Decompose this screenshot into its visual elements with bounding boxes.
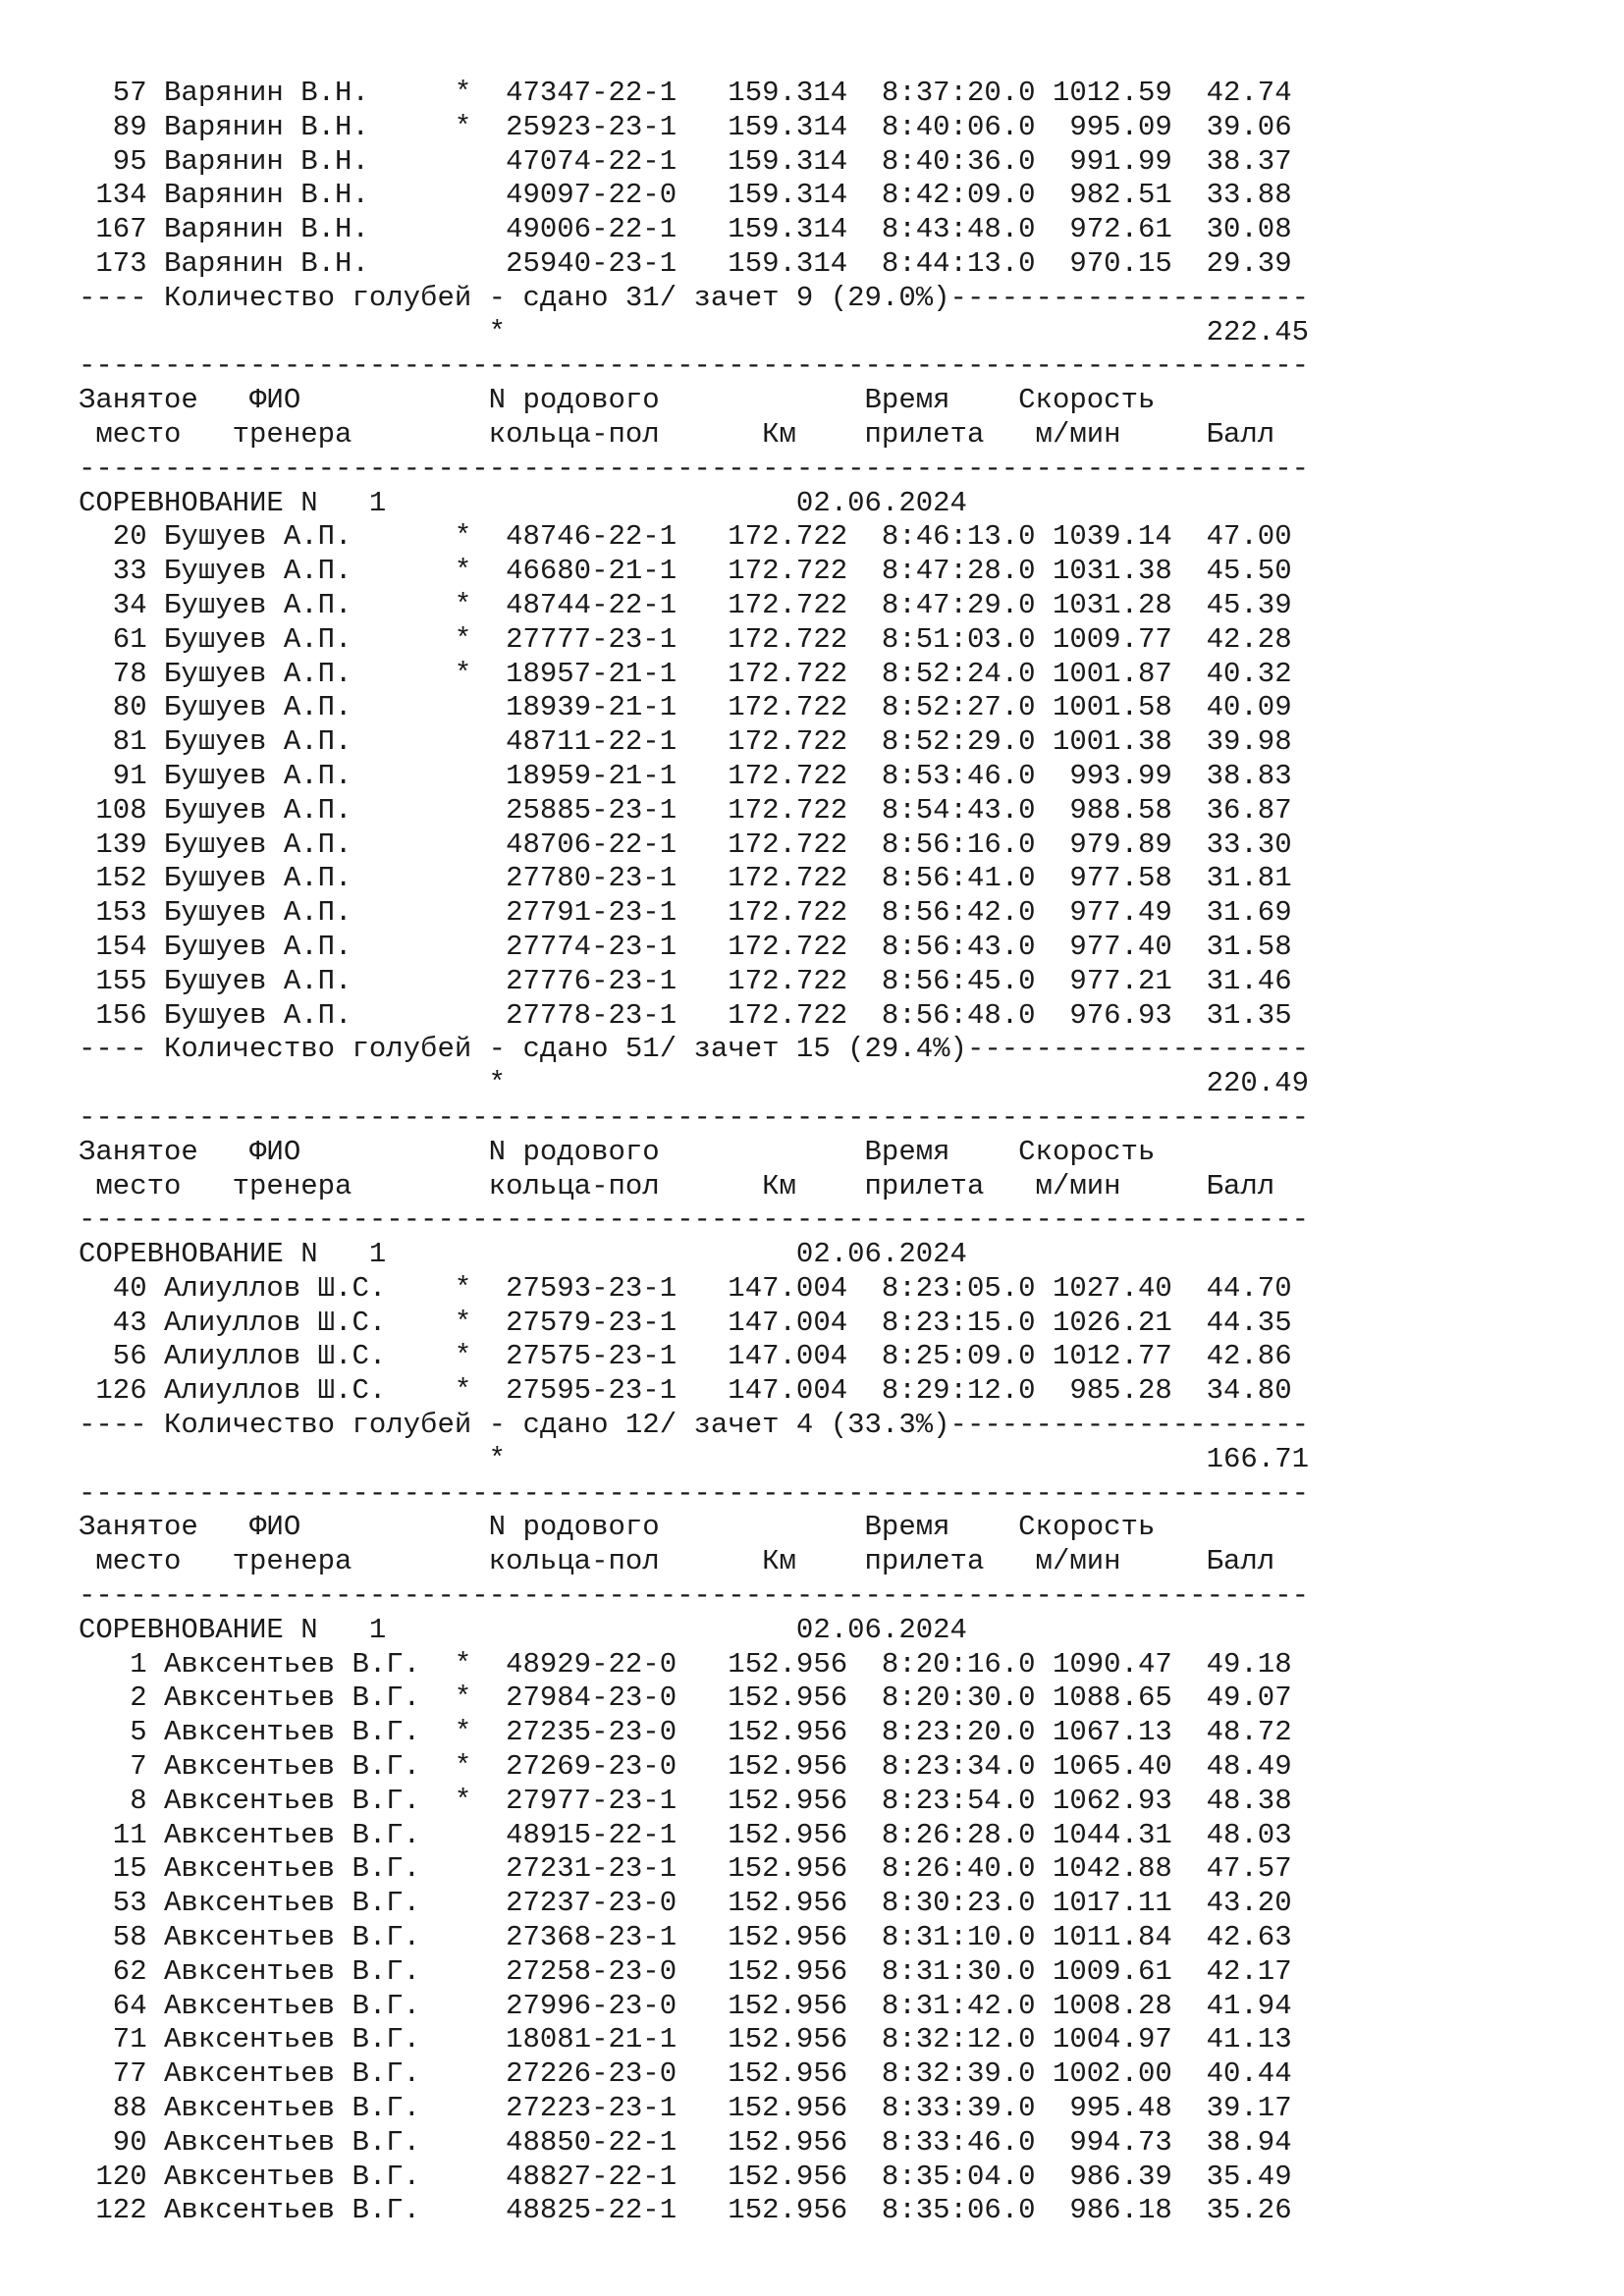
competition-header: СОРЕВНОВАНИЕ N 1 02.06.2024 xyxy=(79,1613,967,1646)
column-header-line: Занятое ФИО N родового Время Скорость xyxy=(79,1511,1156,1544)
result-row: 80 Бушуев А.П. 18939-21-1 172.722 8:52:27.0 1001.58 40.09 xyxy=(79,691,1292,724)
result-row: 156 Бушуев А.П. 27778-23-1 172.722 8:56:48.0 976.93 31.35 xyxy=(79,998,1292,1032)
result-row: 5 Авксентьев В.Г. * 27235-23-0 152.956 8:23:20.0 1067.13 48.72 xyxy=(79,1716,1292,1749)
result-row: 90 Авксентьев В.Г. 48850-22-1 152.956 8:33:46.0 994.73 38.94 xyxy=(79,2125,1292,2159)
result-row: 56 Алиуллов Ш.С. * 27575-23-1 147.004 8:25:09.0 1012.77 42.86 xyxy=(79,1340,1292,1373)
result-row: 40 Алиуллов Ш.С. * 27593-23-1 147.004 8:23:05.0 1027.40 44.70 xyxy=(79,1271,1292,1305)
result-row: 7 Авксентьев В.Г. * 27269-23-0 152.956 8:23:34.0 1065.40 48.49 xyxy=(79,1750,1292,1784)
result-row: 152 Бушуев А.П. 27780-23-1 172.722 8:56:41.0 977.58 31.81 xyxy=(79,862,1292,895)
result-row: 11 Авксентьев В.Г. 48915-22-1 152.956 8:26:28.0 1044.31 48.03 xyxy=(79,1818,1292,1851)
column-header-line: Занятое ФИО N родового Время Скорость xyxy=(79,1135,1156,1168)
separator-line: ------------------------------------------------------------------------ xyxy=(79,452,1310,485)
result-row: 64 Авксентьев В.Г. 27996-23-0 152.956 8:31:42.0 1008.28 41.94 xyxy=(79,1989,1292,2022)
result-row: 108 Бушуев А.П. 25885-23-1 172.722 8:54:43.0 988.58 36.87 xyxy=(79,793,1292,827)
result-row: 1 Авксентьев В.Г. * 48929-22-0 152.956 8:20:16.0 1090.47 49.18 xyxy=(79,1647,1292,1681)
result-row: 15 Авксентьев В.Г. 27231-23-1 152.956 8:26:40.0 1042.88 47.57 xyxy=(79,1852,1292,1886)
result-row: 120 Авксентьев В.Г. 48827-22-1 152.956 8:35:04.0 986.39 35.49 xyxy=(79,2160,1292,2193)
competition-header: СОРЕВНОВАНИЕ N 1 02.06.2024 xyxy=(79,1238,967,1271)
result-row: 77 Авксентьев В.Г. 27226-23-0 152.956 8:32:39.0 1002.00 40.44 xyxy=(79,2057,1292,2091)
result-row: 88 Авксентьев В.Г. 27223-23-1 152.956 8:33:39.0 995.48 39.17 xyxy=(79,2092,1292,2125)
column-subheader-line: место тренера кольца-пол Км прилета м/мин Балл xyxy=(79,1169,1275,1202)
result-row: 2 Авксентьев В.Г. * 27984-23-0 152.956 8:20:30.0 1088.65 49.07 xyxy=(79,1682,1292,1715)
result-row: 81 Бушуев А.П. 48711-22-1 172.722 8:52:29.0 1001.38 39.98 xyxy=(79,725,1292,759)
result-row: 122 Авксентьев В.Г. 48825-22-1 152.956 8:35:06.0 986.18 35.26 xyxy=(79,2194,1292,2227)
summary-line: ---- Количество голубей - сдано 31/ зачет 9 (29.0%)--------------------- xyxy=(79,281,1310,314)
results-document xyxy=(79,77,1309,2228)
result-row: 71 Авксентьев В.Г. 18081-21-1 152.956 8:32:12.0 1004.97 41.13 xyxy=(79,2023,1292,2056)
result-row: 167 Варянин В.Н. 49006-22-1 159.314 8:43:48.0 972.61 30.08 xyxy=(79,213,1292,246)
result-row: 134 Варянин В.Н. 49097-22-0 159.314 8:42:09.0 982.51 33.88 xyxy=(79,179,1292,212)
column-subheader-line: место тренера кольца-пол Км прилета м/мин Балл xyxy=(79,1545,1275,1578)
summary-line: ---- Количество голубей - сдано 51/ зачет 15 (29.4%)-------------------- xyxy=(79,1033,1310,1066)
result-row: 34 Бушуев А.П. * 48744-22-1 172.722 8:47:29.0 1031.28 45.39 xyxy=(79,588,1292,621)
result-row: 154 Бушуев А.П. 27774-23-1 172.722 8:56:43.0 977.40 31.58 xyxy=(79,930,1292,963)
result-row: 155 Бушуев А.П. 27776-23-1 172.722 8:56:45.0 977.21 31.46 xyxy=(79,964,1292,997)
total-score-line: * 166.71 xyxy=(79,1442,1310,1475)
separator-line: ------------------------------------------------------------------------ xyxy=(79,1579,1310,1613)
separator-line: ------------------------------------------------------------------------ xyxy=(79,1100,1310,1134)
total-score-line: * 222.45 xyxy=(79,315,1310,348)
result-row: 173 Варянин В.Н. 25940-23-1 159.314 8:44:13.0 970.15 29.39 xyxy=(79,246,1292,280)
separator-line: ------------------------------------------------------------------------ xyxy=(79,1476,1310,1510)
column-header-line: Занятое ФИО N родового Время Скорость xyxy=(79,384,1156,417)
result-row: 89 Варянин В.Н. * 25923-23-1 159.314 8:40:06.0 995.09 39.06 xyxy=(79,110,1292,143)
result-row: 33 Бушуев А.П. * 46680-21-1 172.722 8:47:28.0 1031.38 45.50 xyxy=(79,555,1292,588)
result-row: 61 Бушуев А.П. * 27777-23-1 172.722 8:51:03.0 1009.77 42.28 xyxy=(79,622,1292,656)
summary-line: ---- Количество голубей - сдано 12/ зачет 4 (33.3%)--------------------- xyxy=(79,1409,1310,1442)
result-row: 95 Варянин В.Н. 47074-22-1 159.314 8:40:36.0 991.99 38.37 xyxy=(79,144,1292,178)
result-row: 139 Бушуев А.П. 48706-22-1 172.722 8:56:16.0 979.89 33.30 xyxy=(79,828,1292,861)
result-row: 62 Авксентьев В.Г. 27258-23-0 152.956 8:31:30.0 1009.61 42.17 xyxy=(79,1954,1292,1988)
separator-line: ------------------------------------------------------------------------ xyxy=(79,1203,1310,1237)
result-row: 8 Авксентьев В.Г. * 27977-23-1 152.956 8:23:54.0 1062.93 48.38 xyxy=(79,1784,1292,1817)
result-row: 78 Бушуев А.П. * 18957-21-1 172.722 8:52:24.0 1001.87 40.32 xyxy=(79,657,1292,690)
competition-header: СОРЕВНОВАНИЕ N 1 02.06.2024 xyxy=(79,486,967,519)
result-row: 58 Авксентьев В.Г. 27368-23-1 152.956 8:31:10.0 1011.84 42.63 xyxy=(79,1921,1292,1954)
result-row: 126 Алиуллов Ш.С. * 27595-23-1 147.004 8:29:12.0 985.28 34.80 xyxy=(79,1374,1292,1408)
result-row: 53 Авксентьев В.Г. 27237-23-0 152.956 8:30:23.0 1017.11 43.20 xyxy=(79,1887,1292,1920)
result-row: 153 Бушуев А.П. 27791-23-1 172.722 8:56:42.0 977.49 31.69 xyxy=(79,896,1292,930)
column-subheader-line: место тренера кольца-пол Км прилета м/мин Балл xyxy=(79,417,1275,451)
separator-line: ------------------------------------------------------------------------ xyxy=(79,349,1310,383)
total-score-line: * 220.49 xyxy=(79,1067,1310,1100)
result-row: 43 Алиуллов Ш.С. * 27579-23-1 147.004 8:23:15.0 1026.21 44.35 xyxy=(79,1306,1292,1339)
result-row: 57 Варянин В.Н. * 47347-22-1 159.314 8:37:20.0 1012.59 42.74 xyxy=(79,77,1292,109)
result-row: 20 Бушуев А.П. * 48746-22-1 172.722 8:46:13.0 1039.14 47.00 xyxy=(79,520,1292,554)
result-row: 91 Бушуев А.П. 18959-21-1 172.722 8:53:46.0 993.99 38.83 xyxy=(79,759,1292,792)
